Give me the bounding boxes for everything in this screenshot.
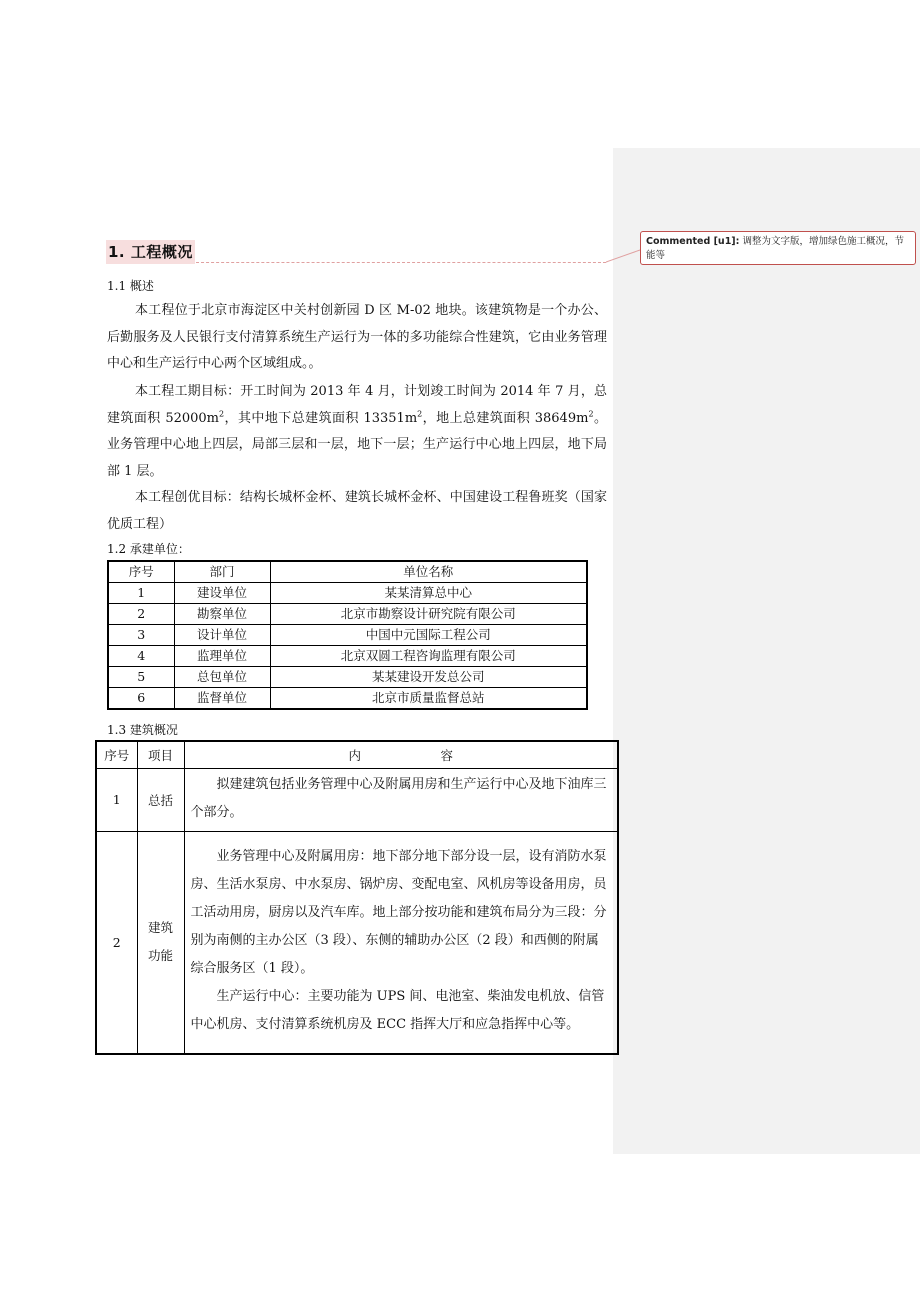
sup-2: 2 — [588, 409, 594, 419]
contractors-table — [107, 560, 588, 710]
comment-author-label: Commented [u1]: — [646, 236, 740, 247]
table-cell: 设计单位 — [174, 625, 270, 646]
content-paragraph: 拟建建筑包括业务管理中心及附属用房和生产运行中心及地下油库三个部分。 — [190, 776, 607, 820]
content-paragraph: 业务管理中心及附属用房：地下部分地下部分设一层，设有消防水泵房、生活水泵房、中水泵房、锅炉房、变配电室、风机房等设备用房，员工活动用房，厨房以及汽车库。地上部分按功能和建筑布局分为三段：分别为南侧的主办公区（3 段）、东侧的辅助办公区（2 段）和西侧的附属综合服务区（1 段）。 — [190, 849, 607, 977]
section-heading: 1. 工程概况 — [106, 240, 195, 264]
table-row — [96, 831, 618, 1054]
content-paragraph: 生产运行中心：主要功能为 UPS 间、电池室、柴油发电机放、信管中心机房、支付清算系统机房及 ECC 指挥大厅和应急指挥中心等。 — [190, 989, 605, 1033]
table-row — [108, 688, 587, 710]
paragraph-goals-text: 本工程创优目标：结构长城杯金杯、建筑长城杯金杯、中国建设工程鲁班奖（国家优质工程） — [107, 490, 607, 532]
paragraph-schedule — [107, 379, 607, 485]
table-cell: 总括 — [137, 768, 184, 831]
paragraph-location — [107, 298, 607, 378]
paragraph-goals — [107, 485, 607, 538]
sup-2: 2 — [417, 409, 423, 419]
schedule-text-a: 本工程工期目标：开工时间为 2013 年 4 月，计划竣工时间为 2014 年 7 月，总建筑面积 52000m — [107, 384, 607, 426]
header-cell: 序号 — [108, 561, 174, 583]
table-row — [108, 667, 587, 688]
subheading-overview: 1.1 概述 — [107, 279, 154, 293]
comment-pane — [613, 148, 920, 1154]
table-cell: 中国中元国际工程公司 — [270, 625, 587, 646]
table-row — [108, 625, 587, 646]
building-table — [95, 740, 619, 1055]
table-cell-content — [184, 831, 618, 1054]
table-cell: 3 — [108, 625, 174, 646]
comment-anchor-line — [196, 262, 606, 263]
table-cell: 勘察单位 — [174, 604, 270, 625]
header-cell: 单位名称 — [270, 561, 587, 583]
table-cell: 北京双圆工程咨询监理有限公司 — [270, 646, 587, 667]
table-cell: 2 — [108, 604, 174, 625]
comment-connector-line — [606, 248, 642, 264]
table-cell: 4 — [108, 646, 174, 667]
header-cell: 部门 — [174, 561, 270, 583]
table-row — [96, 768, 618, 831]
table-cell: 6 — [108, 688, 174, 710]
table-cell: 1 — [108, 583, 174, 604]
paragraph-location-text: 本工程位于北京市海淀区中关村创新园 D 区 M-02 地块。该建筑物是一个办公、后勤服务及人民银行支付清算系统生产运行为一体的多功能综合性建筑，它由业务管理中心和生产运行中心两个区域组成。。 — [107, 303, 607, 372]
header-cell: 项目 — [137, 741, 184, 768]
sup-2: 2 — [219, 409, 225, 419]
comment-text: 调整为文字版，增加绿色施工概况，节能等 — [646, 236, 904, 261]
table-cell: 监理单位 — [174, 646, 270, 667]
table-cell: 北京市质量监督总站 — [270, 688, 587, 710]
table-cell: 1 — [96, 768, 137, 831]
comment-balloon[interactable] — [640, 231, 916, 265]
subheading-contractors: 1.2 承建单位： — [107, 542, 190, 556]
table-cell: 某某清算总中心 — [270, 583, 587, 604]
table-row — [108, 646, 587, 667]
table-row — [108, 583, 587, 604]
table-cell-content — [184, 768, 618, 831]
table-cell: 建设单位 — [174, 583, 270, 604]
schedule-text-b: ，其中地下总建筑面积 13351m — [224, 410, 418, 426]
schedule-text-c: ，地上总建筑面积 38649m — [422, 410, 589, 426]
table-cell: 5 — [108, 667, 174, 688]
header-cell: 内 容 — [184, 741, 618, 768]
header-cell: 序号 — [96, 741, 137, 768]
schedule-text-d: 。业务管理中心地上四层，局部三层和一层，地下一层；生产运行中心地上四层，地下局部 1 层。 — [107, 410, 607, 479]
table-cell: 北京市勘察设计研究院有限公司 — [270, 604, 587, 625]
table-cell: 监督单位 — [174, 688, 270, 710]
table-cell: 2 — [96, 831, 137, 1054]
table-header-row — [96, 741, 618, 768]
table-row — [108, 604, 587, 625]
table-header-row — [108, 561, 587, 583]
table-cell: 建筑功能 — [137, 831, 184, 1054]
subheading-building: 1.3 建筑概况 — [107, 723, 178, 737]
table-cell: 某某建设开发总公司 — [270, 667, 587, 688]
table-cell: 总包单位 — [174, 667, 270, 688]
